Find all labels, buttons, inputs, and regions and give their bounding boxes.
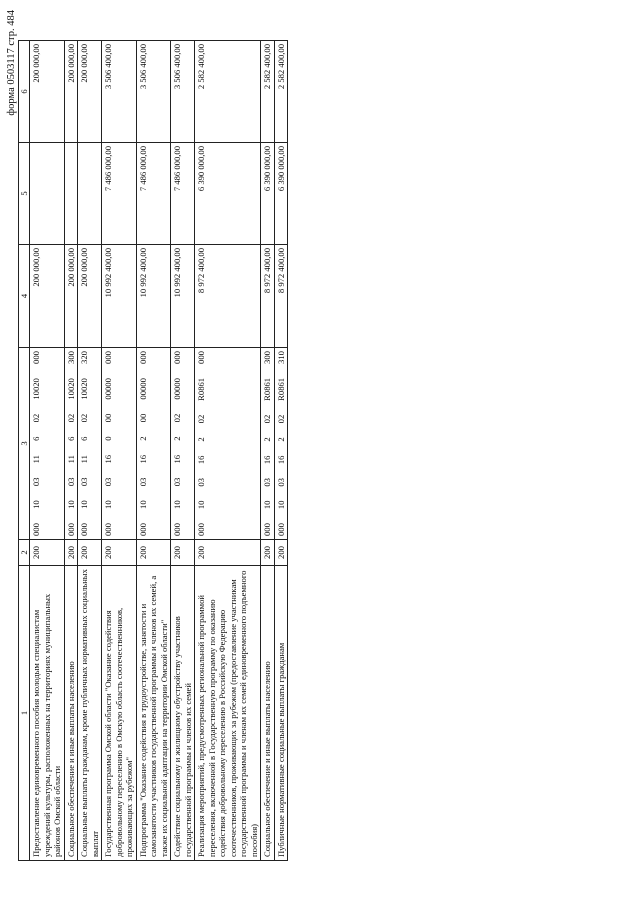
code-part: 10 — [275, 500, 286, 510]
approved-amount: 10 992 400,00 — [102, 245, 136, 348]
code-part: 03 — [172, 477, 183, 487]
line-code: 200 — [274, 540, 287, 566]
code-part: 10 — [103, 500, 114, 509]
not-executed-amount: 200 000,00 — [30, 41, 64, 143]
approved-amount: 10 992 400,00 — [171, 245, 195, 348]
code-part: 10 — [31, 500, 42, 509]
code-part: 000 — [31, 523, 42, 536]
executed-amount: 7 486 000,00 — [102, 143, 136, 245]
form-reference: форма 0503117 стр. 484 — [6, 10, 17, 116]
code-part: 10 — [79, 500, 90, 509]
table-row — [102, 41, 136, 861]
code-part: 000 — [103, 523, 114, 536]
code-part: 10 — [262, 500, 273, 510]
not-executed-amount: 3 506 400,00 — [136, 41, 170, 143]
code-part: 000 — [137, 523, 148, 536]
column-number: 5 — [19, 143, 30, 245]
code-part: 2 — [275, 437, 286, 442]
code-part: 6 — [79, 436, 90, 441]
line-code: 200 — [171, 540, 195, 566]
code-part: R0861 — [262, 377, 273, 401]
code-part: 000 — [172, 523, 183, 536]
code-part: 00000 — [103, 378, 114, 400]
code-part: R0861 — [196, 377, 207, 401]
code-part: 000 — [137, 351, 148, 364]
code-part: 03 — [65, 477, 76, 487]
column-number: 3 — [19, 348, 30, 540]
code-part: 10 — [65, 500, 76, 509]
budget-classification-code — [78, 348, 102, 540]
table-row — [195, 41, 261, 861]
executed-amount: 7 486 000,00 — [136, 143, 170, 245]
code-part: 000 — [262, 523, 273, 536]
code-part: 00000 — [172, 378, 183, 400]
code-part: 16 — [196, 455, 207, 465]
code-part: 2 — [262, 437, 273, 442]
code-part: 02 — [65, 413, 76, 423]
line-code: 200 — [195, 540, 261, 566]
budget-classification-code — [64, 348, 77, 540]
executed-amount — [30, 143, 64, 245]
code-part: 0 — [103, 436, 114, 441]
code-part: 03 — [137, 477, 148, 487]
code-part: 10 — [172, 500, 183, 509]
code-part: 02 — [31, 413, 42, 423]
executed-amount: 6 390 000,00 — [195, 143, 261, 245]
approved-amount: 8 972 400,00 — [195, 245, 261, 348]
code-part: 320 — [79, 351, 90, 364]
table-row — [274, 41, 287, 861]
code-parts — [79, 351, 89, 536]
approved-amount: 200 000,00 — [78, 245, 102, 348]
code-part: 16 — [103, 454, 114, 464]
table-row — [136, 41, 170, 861]
expense-name: Предоставление единовременного пособия молодым специалистам учреждений культуры, расположенных на территориях муниципальных районов Омской области — [30, 566, 64, 861]
code-parts — [196, 351, 206, 536]
column-number: 2 — [19, 540, 30, 566]
column-number: 1 — [19, 566, 30, 861]
code-part: 00 — [103, 413, 114, 423]
line-code: 200 — [64, 540, 77, 566]
code-part: 03 — [31, 477, 42, 487]
budget-classification-code — [136, 348, 170, 540]
code-part: 10 — [137, 500, 148, 509]
budget-classification-code — [195, 348, 261, 540]
column-number: 6 — [19, 41, 30, 143]
code-part: 000 — [79, 523, 90, 536]
line-code: 200 — [261, 540, 274, 566]
code-part: 000 — [172, 351, 183, 364]
code-part: 10020 — [31, 378, 42, 400]
expense-name: Социальные выплаты гражданам, кроме публичных нормативных социальных выплат — [78, 566, 102, 861]
not-executed-amount: 3 506 400,00 — [171, 41, 195, 143]
column-number-row — [19, 41, 30, 861]
code-part: 300 — [262, 351, 273, 364]
code-part: 000 — [275, 523, 286, 536]
table-row — [171, 41, 195, 861]
code-part: 6 — [31, 436, 42, 441]
report-table — [18, 40, 288, 861]
not-executed-amount: 3 506 400,00 — [102, 41, 136, 143]
code-part: 03 — [196, 478, 207, 487]
table-row — [30, 41, 64, 861]
code-part: 02 — [172, 413, 183, 423]
line-code: 200 — [102, 540, 136, 566]
code-part: R0861 — [275, 377, 286, 401]
code-parts — [276, 351, 286, 536]
table-row — [64, 41, 77, 861]
not-executed-amount: 2 582 400,00 — [261, 41, 274, 143]
code-part: 11 — [65, 455, 76, 464]
code-part: 310 — [275, 351, 286, 364]
code-part: 02 — [196, 414, 207, 424]
code-part: 000 — [196, 523, 207, 536]
not-executed-amount: 200 000,00 — [78, 41, 102, 143]
code-part: 11 — [79, 455, 90, 464]
approved-amount: 200 000,00 — [30, 245, 64, 348]
code-part: 03 — [79, 477, 90, 487]
not-executed-amount: 2 582 400,00 — [274, 41, 287, 143]
code-part: 10020 — [65, 378, 76, 400]
report-table-body — [19, 41, 288, 861]
expense-name: Государственная программа Омской области "Оказание содействия добровольному переселению в Омскую область соотечественников, проживающих за рубежом" — [102, 566, 136, 861]
not-executed-amount: 200 000,00 — [64, 41, 77, 143]
table-row — [261, 41, 274, 861]
budget-classification-code — [102, 348, 136, 540]
code-part: 03 — [262, 478, 273, 487]
line-code: 200 — [78, 540, 102, 566]
code-part: 000 — [31, 351, 42, 364]
code-parts — [262, 351, 272, 536]
code-parts — [172, 351, 182, 536]
executed-amount: 6 390 000,00 — [274, 143, 287, 245]
expense-name: Содействие социальному и жилищному обустройству участников государственной программы и членов их семей — [171, 566, 195, 861]
code-part: 00 — [137, 413, 148, 423]
code-part: 16 — [275, 455, 286, 465]
code-part: 2 — [172, 436, 183, 441]
table-row — [78, 41, 102, 861]
code-part: 000 — [65, 523, 76, 536]
expense-name: Подпрограмма "Оказание содействия в трудоустройстве, занятости и самозанятости участников государственной программы и членов их семей, а также их социальной адаптации на территории Омской области" — [136, 566, 170, 861]
column-number: 4 — [19, 245, 30, 348]
budget-classification-code — [30, 348, 64, 540]
code-part: 10 — [196, 500, 207, 510]
code-part: 000 — [103, 351, 114, 364]
code-part: 03 — [275, 478, 286, 487]
approved-amount: 200 000,00 — [64, 245, 77, 348]
code-part: 10020 — [79, 378, 90, 400]
code-part: 6 — [65, 436, 76, 441]
expense-name: Реализация мероприятий, предусмотренных региональной программой переселения, включенной в Государственную программу по оказанию содействия добровольному переселению в Российскую Федерацию соотечественников, проживающих за рубежом (предоставление участникам государственной программы и членам их семей единовременного подъемного пособия) — [195, 566, 261, 861]
code-parts — [66, 351, 76, 536]
approved-amount: 8 972 400,00 — [274, 245, 287, 348]
code-part: 02 — [262, 414, 273, 424]
approved-amount: 8 972 400,00 — [261, 245, 274, 348]
expense-name: Социальное обеспечение и иные выплаты населению — [64, 566, 77, 861]
code-part: 03 — [103, 477, 114, 487]
code-parts — [31, 351, 41, 536]
line-code: 200 — [30, 540, 64, 566]
budget-classification-code — [274, 348, 287, 540]
code-parts — [103, 351, 113, 536]
code-part: 16 — [137, 454, 148, 464]
executed-amount — [78, 143, 102, 245]
expense-name: Публичные нормативные социальные выплаты гражданам — [274, 566, 287, 861]
code-part: 02 — [275, 414, 286, 424]
executed-amount: 6 390 000,00 — [261, 143, 274, 245]
code-parts — [138, 351, 148, 536]
executed-amount: 7 486 000,00 — [171, 143, 195, 245]
code-part: 16 — [262, 455, 273, 465]
budget-classification-code — [171, 348, 195, 540]
code-part: 16 — [172, 454, 183, 464]
expense-name: Социальное обеспечение и иные выплаты населению — [261, 566, 274, 861]
code-part: 000 — [196, 351, 207, 364]
code-part: 2 — [196, 437, 207, 442]
line-code: 200 — [136, 540, 170, 566]
approved-amount: 10 992 400,00 — [136, 245, 170, 348]
code-part: 11 — [31, 455, 42, 464]
executed-amount — [64, 143, 77, 245]
code-part: 2 — [137, 436, 148, 441]
code-part: 00000 — [137, 378, 148, 400]
code-part: 300 — [65, 351, 76, 364]
budget-classification-code — [261, 348, 274, 540]
code-part: 02 — [79, 413, 90, 423]
not-executed-amount: 2 582 400,00 — [195, 41, 261, 143]
